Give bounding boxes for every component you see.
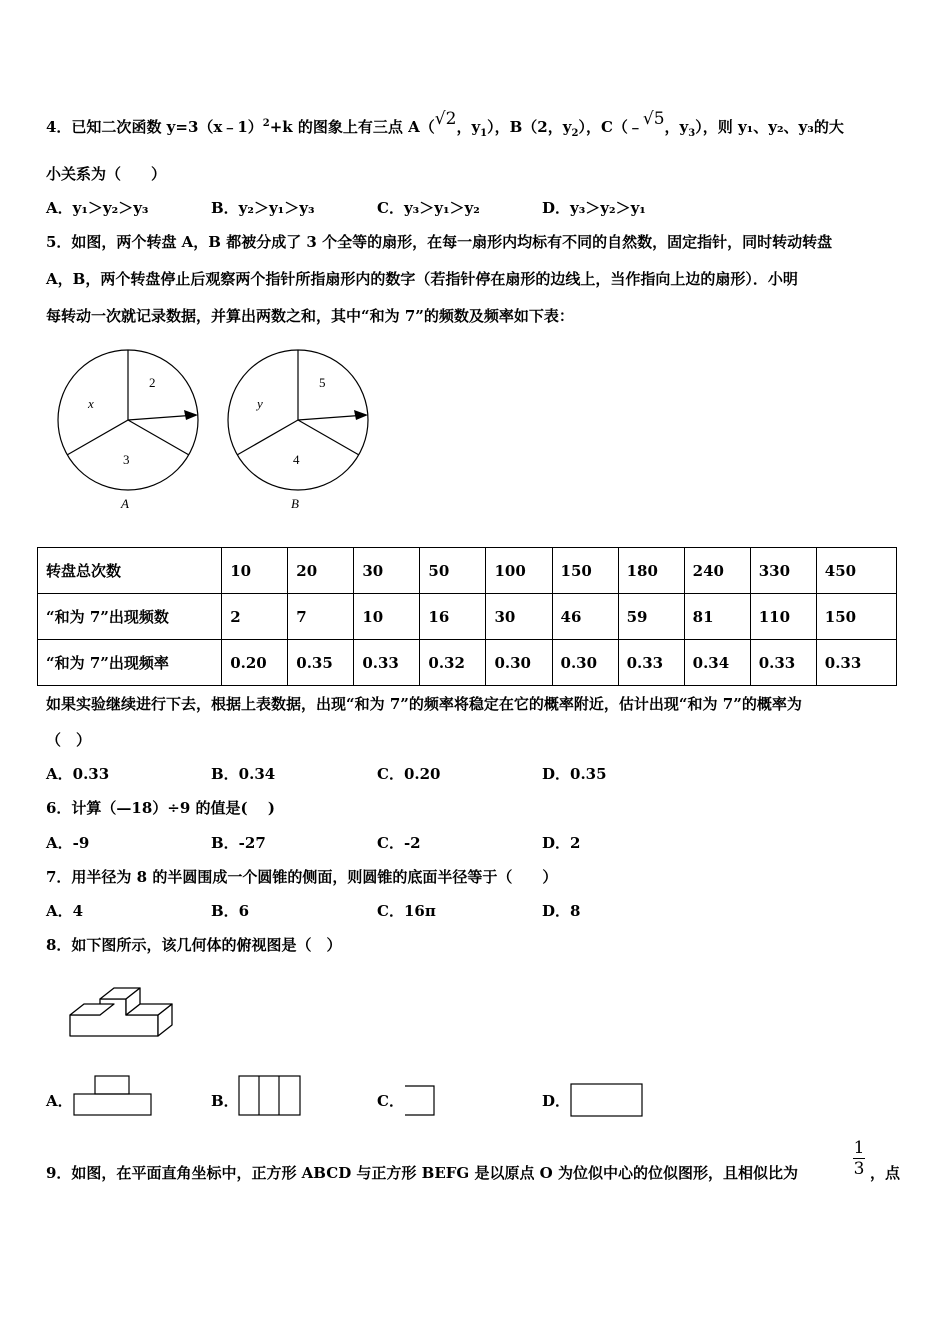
- q7-option-c[interactable]: C．16π: [377, 902, 436, 920]
- table-cell: 150: [552, 548, 618, 594]
- q4-option-d[interactable]: D．y₃＞y₂＞y₁: [542, 199, 646, 217]
- frequency-table: [37, 547, 897, 686]
- solid-figure: [66, 985, 178, 1041]
- q5-line1: 5．如图，两个转盘 A，B 都被分成了 3 个全等的扇形，在每一扇形内均标有不同的自然数，固定指针，同时转动转盘: [46, 233, 833, 251]
- table-cell: 50: [420, 548, 486, 594]
- sqrt2-expr: √2: [434, 109, 457, 129]
- table-cell: 转盘总次数: [38, 548, 222, 594]
- q8-option-c[interactable]: C．: [377, 1092, 404, 1110]
- table-cell: 0.33: [618, 640, 684, 686]
- table-cell: 0.35: [288, 640, 354, 686]
- table-cell: 0.34: [684, 640, 750, 686]
- table-cell: “和为 7”出现频率: [38, 640, 222, 686]
- ratio-fraction: [850, 1138, 868, 1179]
- q5-after-line1: 如果实验继续进行下去，根据上表数据，出现“和为 7”的频率将稳定在它的概率附近，估计出现“和为 7”的概率为: [46, 695, 802, 713]
- q5-line3: 每转动一次就记录数据，并算出两数之和，其中“和为 7”的频数及频率如下表：: [46, 307, 574, 325]
- q8-option-a[interactable]: A．: [46, 1092, 73, 1110]
- table-row: [38, 594, 897, 640]
- spinner-dials-figure: [50, 345, 380, 520]
- table-cell: 0.30: [552, 640, 618, 686]
- dial-a-label-x: x: [88, 396, 94, 411]
- table-cell: 81: [684, 594, 750, 640]
- table-cell: 30: [354, 548, 420, 594]
- dial-a: [58, 350, 198, 511]
- q4-option-c[interactable]: C．y₃＞y₁＞y₂: [377, 199, 480, 217]
- q8-option-b-figure[interactable]: [237, 1074, 303, 1118]
- q8-option-d[interactable]: D．: [542, 1092, 571, 1110]
- q7-option-b[interactable]: B．6: [211, 902, 250, 920]
- table-cell: 110: [750, 594, 816, 640]
- q8-option-c-figure[interactable]: [403, 1083, 439, 1119]
- table-cell: 450: [816, 548, 896, 594]
- table-cell: 59: [618, 594, 684, 640]
- q8-stem: 8．如下图所示，该几何体的俯视图是（ ）: [46, 936, 342, 954]
- table-cell: 180: [618, 548, 684, 594]
- q6-option-b[interactable]: B．-27: [211, 834, 266, 852]
- dial-a-label-2: 2: [149, 375, 156, 390]
- q5-option-d[interactable]: D．0.35: [542, 765, 607, 783]
- q5-option-c[interactable]: C．0.20: [377, 765, 441, 783]
- q5-option-b[interactable]: B．0.34: [211, 765, 276, 783]
- q7-option-a[interactable]: A．4: [46, 902, 84, 920]
- table-row: [38, 640, 897, 686]
- fraction-denominator: 3: [853, 1159, 865, 1179]
- table-cell: 10: [354, 594, 420, 640]
- dial-b-caption: B: [291, 496, 299, 511]
- q6-option-d[interactable]: D．2: [542, 834, 581, 852]
- q8-option-b[interactable]: B．: [211, 1092, 239, 1110]
- q5-option-a[interactable]: A．0.33: [46, 765, 110, 783]
- q4-line2: 小关系为（ ）: [46, 165, 167, 183]
- table-cell: 30: [486, 594, 552, 640]
- dial-b-label-y: y: [257, 396, 263, 411]
- table-cell: 7: [288, 594, 354, 640]
- q5-line2: A，B，两个转盘停止后观察两个指针所指扇形内的数字（若指针停在扇形的边线上，当作指向上边的扇形）．小明: [46, 270, 798, 288]
- table-cell: 16: [420, 594, 486, 640]
- table-cell: 0.20: [222, 640, 288, 686]
- q9-stem: 9．如图，在平面直角坐标中，正方形 ABCD 与正方形 BEFG 是以原点 O 为位似中心的位似图形，且相似比为: [46, 1164, 798, 1182]
- q5-after-line2: （ ）: [46, 731, 92, 749]
- table-cell: 46: [552, 594, 618, 640]
- q4-option-a[interactable]: A．y₁＞y₂＞y₃: [46, 199, 149, 217]
- dial-b-label-5: 5: [319, 375, 326, 390]
- table-cell: 150: [816, 594, 896, 640]
- table-cell: 240: [684, 548, 750, 594]
- dial-a-label-3: 3: [123, 452, 130, 467]
- table-cell: 10: [222, 548, 288, 594]
- q4-line1: 4．已知二次函数 y=3（x﹣1）$^2$+k 的图象上有三点 A（√2，$y_1$），B（2，$y_2$），C（﹣√5，$y_3$），则 y₁、y₂、y₃的大: [46, 109, 844, 139]
- dial-b-label-4: 4: [293, 452, 300, 467]
- table-cell: 0.30: [486, 640, 552, 686]
- table-cell: 0.33: [354, 640, 420, 686]
- table-row: [38, 548, 897, 594]
- table-cell: 0.33: [750, 640, 816, 686]
- table-cell: 0.32: [420, 640, 486, 686]
- table-cell: 100: [486, 548, 552, 594]
- table-cell: “和为 7”出现频数: [38, 594, 222, 640]
- sqrt5-expr: √5: [642, 109, 665, 129]
- fraction-numerator: 1: [853, 1138, 865, 1158]
- q6-option-c[interactable]: C．-2: [377, 834, 421, 852]
- dial-a-caption: A: [121, 496, 129, 511]
- table-cell: 0.33: [816, 640, 896, 686]
- q4-option-b[interactable]: B．y₂＞y₁＞y₃: [211, 199, 315, 217]
- q9-stem-end: ，点: [870, 1164, 901, 1182]
- table-cell: 20: [288, 548, 354, 594]
- q7-option-d[interactable]: D．8: [542, 902, 581, 920]
- q7-stem: 7．用半径为 8 的半圆围成一个圆锥的侧面，则圆锥的底面半径等于（ ）: [46, 868, 558, 886]
- q8-option-d-figure[interactable]: [569, 1082, 645, 1120]
- q6-stem: 6．计算（—18）÷9 的值是( ): [46, 799, 275, 817]
- table-cell: 330: [750, 548, 816, 594]
- dial-b: [228, 350, 368, 511]
- table-cell: 2: [222, 594, 288, 640]
- q6-option-a[interactable]: A．-9: [46, 834, 90, 852]
- q8-option-a-figure[interactable]: [72, 1074, 154, 1118]
